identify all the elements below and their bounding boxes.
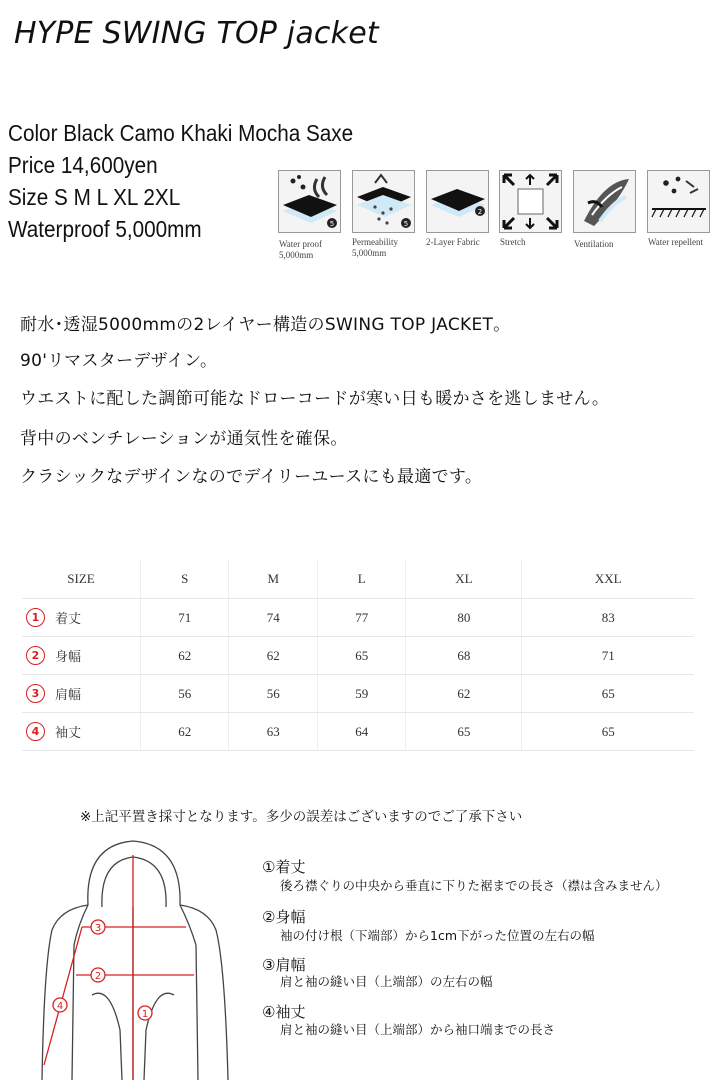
- table-cell: 63: [229, 713, 317, 751]
- table-cell: 59: [317, 675, 405, 713]
- row-label: [22, 713, 141, 751]
- table-cell: 62: [406, 675, 522, 713]
- table-cell: 71: [522, 637, 694, 675]
- header-size: SIZE: [22, 560, 141, 599]
- permeability-label: Permeability 5,000mm: [352, 237, 398, 258]
- spec-size: Size S M L XL 2XL: [8, 184, 181, 210]
- page-title: HYPE SWING TOP jacket: [14, 16, 379, 51]
- row-label: [22, 637, 141, 675]
- description-line: 耐水･透湿5000mmの2レイヤー構造のSWING TOP JACKET。: [20, 315, 511, 335]
- table-cell: 83: [522, 599, 694, 637]
- row-label: [22, 599, 141, 637]
- description-line: 背中のベンチレーションが通気性を確保。: [20, 429, 348, 449]
- table-cell: 65: [406, 713, 522, 751]
- legend-2-heading: ②身幅: [262, 908, 306, 926]
- spec-price: Price 14,600yen: [8, 152, 158, 178]
- size-table: [22, 560, 694, 751]
- table-row: [22, 713, 694, 751]
- description-line: ウエストに配した調節可能なドローコードが寒い日も暖かさを逃しません。: [20, 389, 610, 409]
- legend-1-text: 後ろ襟ぐりの中央から垂直に下りた裾までの長さ（襟は含みません）: [280, 878, 668, 893]
- table-cell: 65: [522, 675, 694, 713]
- table-cell: 71: [141, 599, 229, 637]
- two-layer-fabric-icon: [426, 170, 489, 233]
- row-label-text: 着丈: [55, 611, 82, 626]
- table-cell: 80: [406, 599, 522, 637]
- spec-waterproof: Waterproof 5,000mm: [8, 216, 202, 242]
- table-cell: 77: [317, 599, 405, 637]
- row-number-badge: 2: [26, 646, 45, 665]
- header-l: L: [317, 560, 405, 599]
- header-s: S: [141, 560, 229, 599]
- row-label-text: 袖丈: [55, 725, 82, 740]
- header-m: M: [229, 560, 317, 599]
- row-number-badge: 4: [26, 722, 45, 741]
- marker-2: 2: [94, 971, 102, 982]
- legend-3-heading: ③肩幅: [262, 956, 306, 974]
- water-repellent-icon: [647, 170, 710, 233]
- svg-text:2: 2: [477, 208, 483, 216]
- diagram-markers: [53, 920, 152, 1020]
- header-xxl: XXL: [522, 560, 694, 599]
- table-cell: 64: [317, 713, 405, 751]
- stretch-icon: [499, 170, 562, 233]
- waterproof-icon: [278, 170, 341, 233]
- table-cell: 65: [317, 637, 405, 675]
- svg-text:5: 5: [329, 220, 335, 228]
- row-label-text: 身幅: [55, 649, 82, 664]
- description-line: クラシックなデザインなのでデイリーユースにも最適です。: [20, 467, 483, 487]
- table-cell: 74: [229, 599, 317, 637]
- permeability-icon: [352, 170, 415, 233]
- row-label-text: 肩幅: [55, 687, 82, 702]
- hoodie-diagram: [30, 835, 240, 1080]
- legend-1-heading: ①着丈: [262, 858, 306, 876]
- marker-3: 3: [94, 923, 102, 934]
- marker-1: 1: [141, 1009, 149, 1020]
- table-cell: 65: [522, 713, 694, 751]
- row-number-badge: 3: [26, 684, 45, 703]
- waterproof-label: Water proof 5,000mm: [279, 239, 323, 260]
- table-cell: 56: [141, 675, 229, 713]
- water-repellent-label: Water repellent: [648, 237, 703, 247]
- spec-color: Color Black Camo Khaki Mocha Saxe: [8, 120, 354, 146]
- table-row: [22, 675, 694, 713]
- row-label: [22, 675, 141, 713]
- ventilation-label: Ventilation: [574, 239, 614, 249]
- table-cell: 62: [141, 637, 229, 675]
- table-cell: 68: [406, 637, 522, 675]
- measurement-note: ※上記平置き採寸となります。多少の誤差はございますのでご了承下さい: [80, 809, 523, 825]
- table-cell: 56: [229, 675, 317, 713]
- legend-2-text: 袖の付け根（下端部）から1cm下がった位置の左右の幅: [280, 928, 595, 943]
- table-row: [22, 637, 694, 675]
- legend-4-heading: ④袖丈: [262, 1003, 306, 1021]
- ventilation-icon: [573, 170, 636, 233]
- table-cell: 62: [141, 713, 229, 751]
- size-table-header: [22, 560, 694, 599]
- legend-3-text: 肩と袖の縫い目（上端部）の左右の幅: [280, 974, 493, 989]
- marker-4: 4: [56, 1001, 64, 1012]
- svg-text:5: 5: [403, 220, 409, 228]
- stretch-label: Stretch: [500, 237, 526, 247]
- legend-4-text: 肩と袖の縫い目（上端部）から袖口端までの長さ: [280, 1022, 556, 1037]
- table-cell: 62: [229, 637, 317, 675]
- table-row: [22, 599, 694, 637]
- row-number-badge: 1: [26, 608, 45, 627]
- description-line: 90'リマスターデザイン。: [20, 351, 218, 371]
- two-layer-fabric-label: 2-Layer Fabric: [426, 237, 480, 247]
- header-xl: XL: [406, 560, 522, 599]
